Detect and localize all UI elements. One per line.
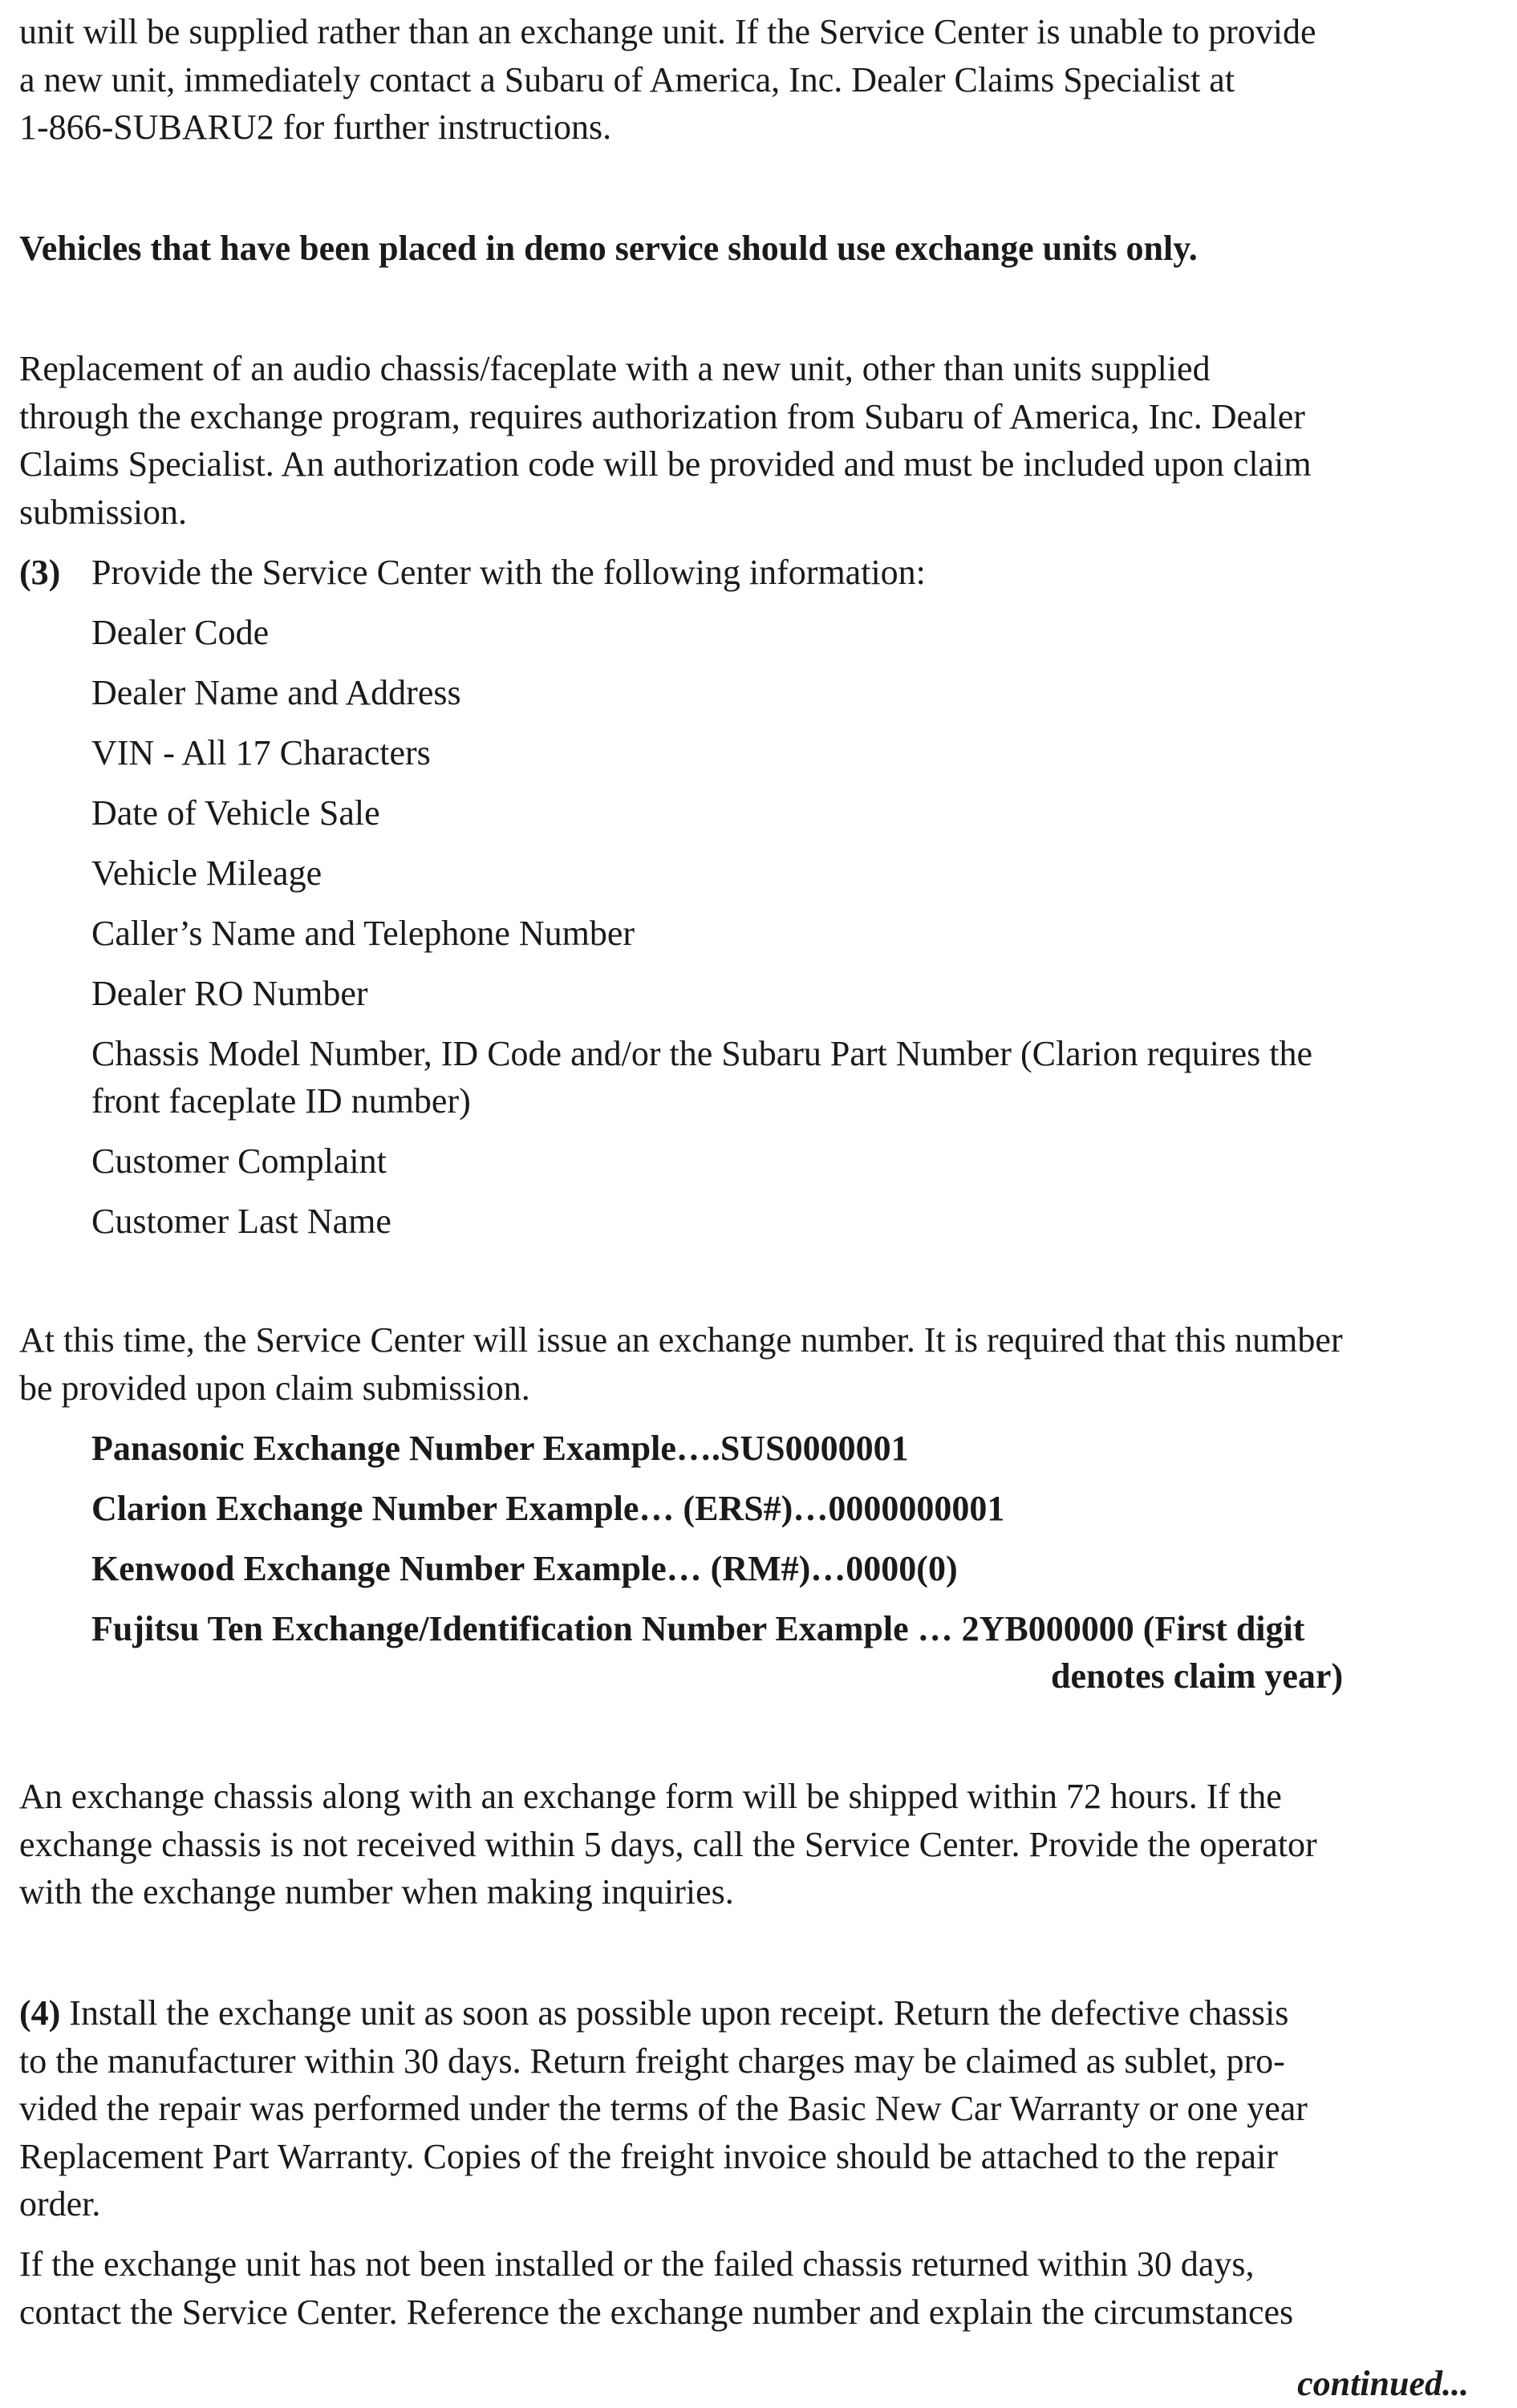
example-clarion: Clarion Exchange Number Example… (ERS#)…0000000001: [91, 1489, 1005, 1528]
step-4-line: Install the exchange unit as soon as possible upon receipt. Return the defective chassis: [69, 1993, 1289, 2033]
info-item-dealer-code: Dealer Code: [91, 613, 270, 652]
text-line: through the exchange program, requires authorization from Subaru of America, Inc. Dealer: [19, 396, 1305, 436]
step-4-number: (4): [19, 1993, 61, 2033]
info-item-complaint: Customer Complaint: [91, 1141, 387, 1181]
example-panasonic: Panasonic Exchange Number Example….SUS0000001: [91, 1429, 909, 1468]
intro-paragraph: [19, 8, 1495, 152]
text-line: with the exchange number when making inquiries.: [19, 1872, 734, 1911]
info-item-dealer-name: Dealer Name and Address: [91, 673, 461, 712]
info-item-last-name: Customer Last Name: [91, 1202, 391, 1241]
text-line: contact the Service Center. Reference the exchange number and explain the circumstances: [19, 2292, 1294, 2332]
example-kenwood: Kenwood Exchange Number Example… (RM#)…0000(0): [91, 1549, 958, 1588]
text-line: vided the repair was performed under the terms of the Basic New Car Warranty or one year: [19, 2089, 1308, 2128]
followup-paragraph: [19, 2240, 1495, 2336]
text-line: If the exchange unit has not been installed or the failed chassis returned within 30 days,: [19, 2244, 1255, 2284]
info-item-caller: Caller’s Name and Telephone Number: [91, 914, 635, 953]
text-line: order.: [19, 2184, 101, 2224]
example-fujitsu-cont: denotes claim year): [1051, 1656, 1344, 1696]
text-line: to the manufacturer within 30 days. Return freight charges may be claimed as sublet, pro-: [19, 2041, 1285, 2081]
text-line: [19, 1989, 1495, 2037]
info-item-sale-date: Date of Vehicle Sale: [91, 793, 380, 833]
exchange-number-paragraph: [19, 1316, 1495, 1412]
text-line: unit will be supplied rather than an exchange unit. If the Service Center is unable to provide: [19, 12, 1316, 51]
replacement-paragraph: [19, 345, 1495, 536]
text-line: submission.: [19, 492, 188, 532]
step-4-paragraph: [19, 1989, 1495, 2228]
text-line: a new unit, immediately contact a Subaru of America, Inc. Dealer Claims Specialist at: [19, 59, 1235, 99]
text-line: Replacement of an audio chassis/faceplate with a new unit, other than units supplied: [19, 349, 1211, 388]
continued-label: continued...: [1297, 2364, 1469, 2403]
text-line: An exchange chassis along with an exchange form will be shipped within 72 hours. If the: [19, 1777, 1282, 1816]
step-3-text: Provide the Service Center with the following information:: [91, 553, 926, 592]
shipping-paragraph: [19, 1773, 1495, 1916]
text-line: exchange chassis is not received within 5 days, call the Service Center. Provide the operator: [19, 1824, 1317, 1864]
info-item-chassis-model-cont: front faceplate ID number): [91, 1081, 471, 1121]
text-line: be provided upon claim submission.: [19, 1368, 530, 1408]
example-fujitsu: Fujitsu Ten Exchange/Identification Number Example … 2YB000000 (First digit: [91, 1609, 1305, 1648]
text-line: Replacement Part Warranty. Copies of the freight invoice should be attached to the repair: [19, 2136, 1278, 2176]
info-item-mileage: Vehicle Mileage: [91, 853, 322, 893]
info-item-ro-number: Dealer RO Number: [91, 974, 368, 1013]
text-line: Claims Specialist. An authorization code will be provided and must be included upon claim: [19, 444, 1312, 484]
info-item-vin: VIN - All 17 Characters: [91, 733, 431, 772]
info-item-chassis-model: Chassis Model Number, ID Code and/or the Subaru Part Number (Clarion requires the: [91, 1034, 1313, 1073]
text-line: 1-866-SUBARU2 for further instructions.: [19, 107, 612, 147]
step-3-number: (3): [19, 553, 61, 592]
demo-notice: Vehicles that have been placed in demo service should use exchange units only.: [19, 229, 1198, 268]
text-line: At this time, the Service Center will issue an exchange number. It is required that this number: [19, 1320, 1343, 1360]
